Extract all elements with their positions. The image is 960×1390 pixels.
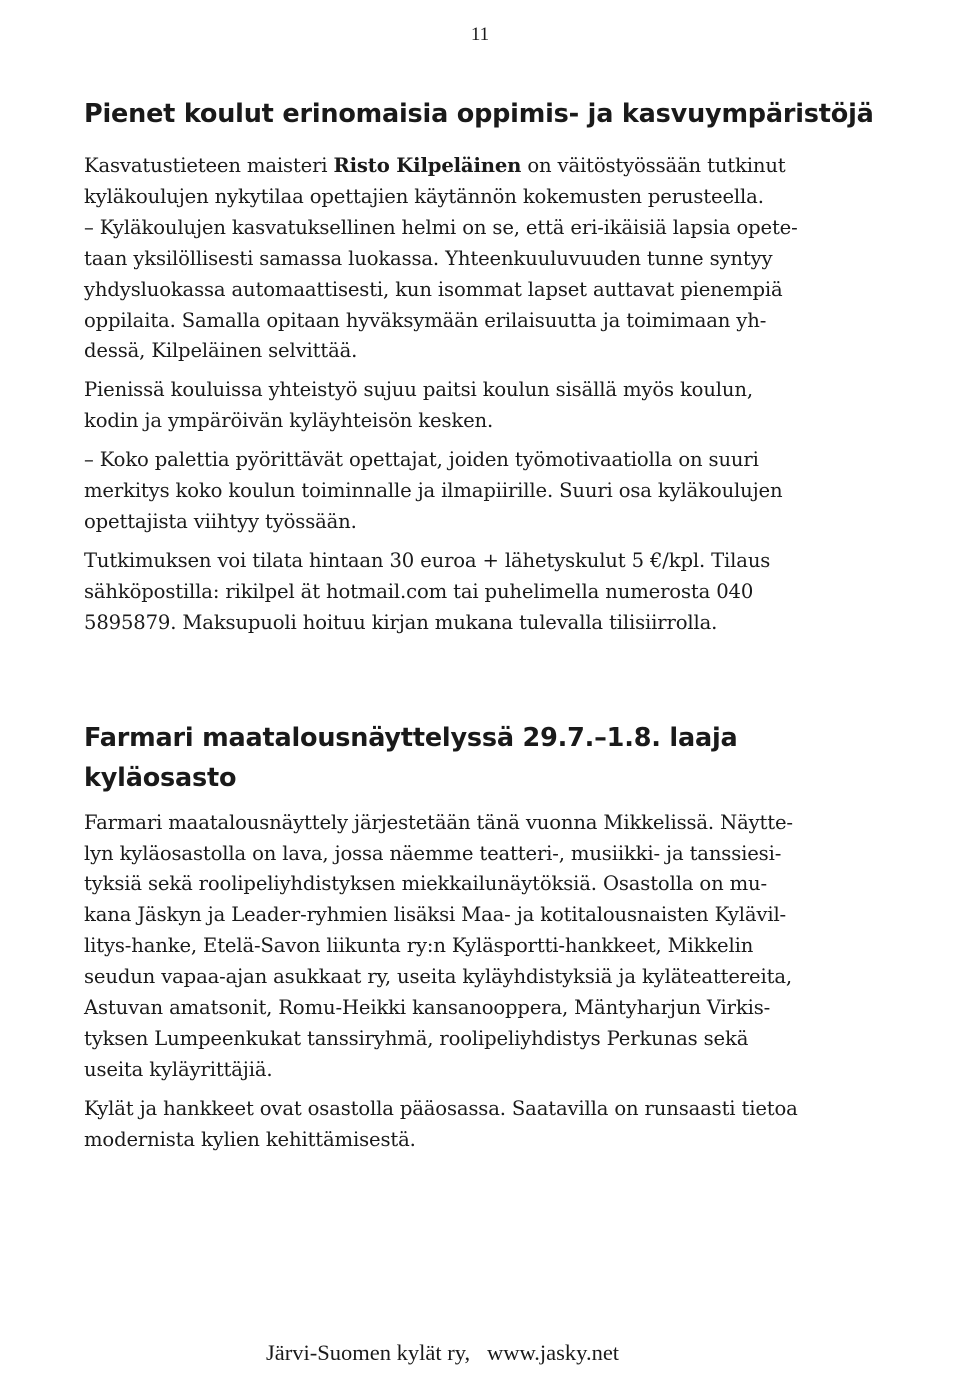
text-line: lyn kyläosastolla on lava, jossa näemme teatteri-, musiikki- ja tanssiesi- [84,841,782,865]
text-line: Pienissä kouluissa yhteistyö sujuu paitsi koulun sisällä myös koulun, [84,378,753,402]
text-line: Tutkimuksen voi tilata hintaan 30 euroa + lähetyskulut 5 €/kpl. Tilaus [84,548,771,572]
researcher-name: Risto Kilpeläinen [333,154,522,177]
text-line: tyksiä sekä roolipeliyhdistyksen miekkailunäytöksiä. Osastolla on mu- [84,872,767,896]
text-line: litys-hanke, Etelä-Savon liikunta ry:n Kyläsportti-hankkeet, Mikkelin [84,934,754,958]
article-content [84,94,884,1156]
p1-text-pre: Kasvatustieteen maisteri [84,154,334,177]
page-number: 11 [470,24,490,45]
section1-paragraph-1 [84,151,884,213]
text-line: tyksen Lumpeenkukat tanssiryhmä, roolipeliyhdistys Perkunas sekä [84,1026,749,1050]
text-line: dessä, Kilpeläinen selvittää. [84,339,358,363]
text-line: taan yksilöllisesti samassa luokassa. Yhteenkuuluvuuden tunne syntyy [84,246,773,270]
text-line: useita kyläyrittäjiä. [84,1057,273,1081]
text-line: Farmari maatalousnäyttely järjestetään tänä vuonna Mikkelissä. Näytte- [84,810,793,834]
section2-paragraph-1 [84,808,884,1086]
text-line: modernista kylien kehittämisestä. [84,1127,416,1151]
text-line: sähköpostilla: rikilpel ät hotmail.com tai puhelimella numerosta 040 [84,579,754,603]
text-line: Kylät ja hankkeet ovat osastolla pääosassa. Saatavilla on runsaasti tietoa [84,1096,798,1120]
text-line: – Kyläkoulujen kasvatuksellinen helmi on se, että eri-ikäisiä lapsia opete- [84,215,798,239]
text-line: – Koko palettia pyörittävät opettajat, joiden työmotivaatiolla on suuri [84,448,759,472]
section1-paragraph-5 [84,546,884,639]
text-line: kana Jäskyn ja Leader-ryhmien lisäksi Maa- ja kotitalousnaisten Kylävil- [84,903,787,927]
p1-text-post: on väitöstyössään tutkinut kyläkoulujen nykytilaa opettajien käytännön kokemusten perusteella. [84,154,786,208]
page-footer: Järvi-Suomen kylät ry, www.jasky.net [266,1340,620,1365]
text-line: Astuvan amatsonit, Romu-Heikki kansanooppera, Mäntyharjun Virkis- [84,996,771,1020]
section2-title: Farmari maatalousnäyttelyssä 29.7.–1.8. laaja kyläosasto [84,722,738,793]
text-line: kodin ja ympäröivän kyläyhteisön kesken. [84,409,494,433]
section1-title: Pienet koulut erinomaisia oppimis- ja kasvuympäristöjä [84,99,874,129]
text-line: seudun vapaa-ajan asukkaat ry, useita kyläyhdistyksiä ja kyläteattereita, [84,965,792,989]
section1-paragraph-2 [84,213,884,368]
text-line: yhdysluokassa automaattisesti, kun isommat lapset auttavat pienempiä [84,277,783,301]
text-line: opettajista viihtyy työssään. [84,509,357,533]
section1-paragraph-3 [84,375,884,437]
section1-paragraph-4 [84,445,884,538]
text-line: merkitys koko koulun toiminnalle ja ilmapiirille. Suuri osa kyläkoulujen [84,479,783,503]
section2-paragraph-2 [84,1094,884,1156]
text-line: oppilaita. Samalla opitaan hyväksymään erilaisuutta ja toimimaan yh- [84,308,767,332]
text-line: 5895879. Maksupuoli hoituu kirjan mukana tulevalla tilisiirrolla. [84,610,718,634]
